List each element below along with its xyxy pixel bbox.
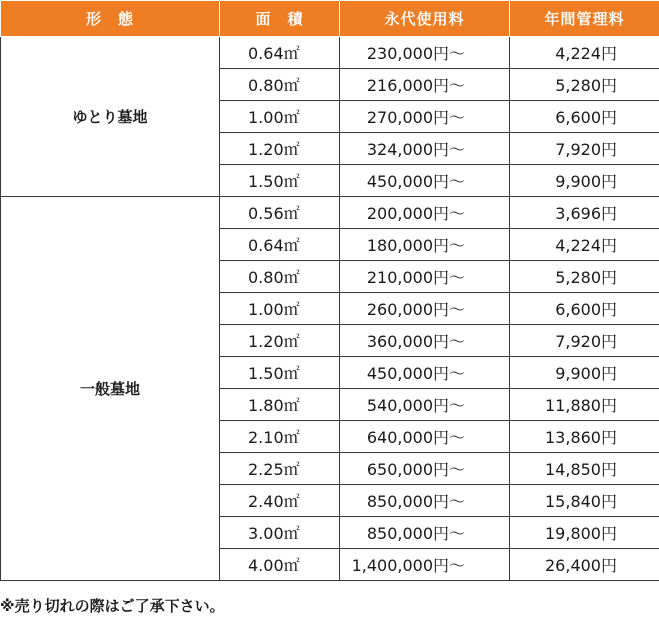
- area-cell: 2.10㎡: [220, 421, 340, 453]
- area-cell: 1.20㎡: [220, 133, 340, 165]
- mgmt-cell: 13,860円: [510, 421, 659, 453]
- fee-cell: 540,000円～: [340, 389, 510, 421]
- table-body: [1, 37, 659, 581]
- area-cell: 2.25㎡: [220, 453, 340, 485]
- fee-cell: 270,000円～: [340, 101, 510, 133]
- area-cell: 3.00㎡: [220, 517, 340, 549]
- mgmt-cell: 6,600円: [510, 293, 659, 325]
- fee-cell: 450,000円～: [340, 165, 510, 197]
- header-area: 面 積: [220, 1, 340, 37]
- table-row: [1, 37, 659, 69]
- mgmt-cell: 7,920円: [510, 133, 659, 165]
- mgmt-cell: 5,280円: [510, 69, 659, 101]
- sold-out-note: ※売り切れの際はご了承下さい。: [0, 597, 225, 615]
- fee-cell: 850,000円～: [340, 485, 510, 517]
- fee-cell: 216,000円～: [340, 69, 510, 101]
- mgmt-cell: 4,224円: [510, 229, 659, 261]
- area-cell: 0.64㎡: [220, 37, 340, 69]
- category-cell: ゆとり墓地: [1, 37, 220, 197]
- table-header-row: [1, 1, 659, 37]
- area-cell: 0.64㎡: [220, 229, 340, 261]
- mgmt-cell: 9,900円: [510, 357, 659, 389]
- area-cell: 1.50㎡: [220, 165, 340, 197]
- fee-cell: 450,000円～: [340, 357, 510, 389]
- mgmt-cell: 14,850円: [510, 453, 659, 485]
- mgmt-cell: 11,880円: [510, 389, 659, 421]
- fee-cell: 200,000円～: [340, 197, 510, 229]
- fee-cell: 210,000円～: [340, 261, 510, 293]
- area-cell: 0.80㎡: [220, 261, 340, 293]
- area-cell: 1.20㎡: [220, 325, 340, 357]
- mgmt-cell: 26,400円: [510, 549, 659, 581]
- mgmt-cell: 5,280円: [510, 261, 659, 293]
- mgmt-cell: 9,900円: [510, 165, 659, 197]
- header-type: 形 態: [1, 1, 220, 37]
- table-row: [1, 197, 659, 229]
- fee-cell: 180,000円～: [340, 229, 510, 261]
- fee-cell: 360,000円～: [340, 325, 510, 357]
- header-mgmt: 年間管理料: [510, 1, 659, 37]
- fee-cell: 260,000円～: [340, 293, 510, 325]
- area-cell: 1.00㎡: [220, 101, 340, 133]
- mgmt-cell: 6,600円: [510, 101, 659, 133]
- fee-cell: 640,000円～: [340, 421, 510, 453]
- area-cell: 2.40㎡: [220, 485, 340, 517]
- area-cell: 0.56㎡: [220, 197, 340, 229]
- fee-cell: 650,000円～: [340, 453, 510, 485]
- fee-cell: 324,000円～: [340, 133, 510, 165]
- header-fee: 永代使用料: [340, 1, 510, 37]
- fee-cell: 850,000円～: [340, 517, 510, 549]
- area-cell: 4.00㎡: [220, 549, 340, 581]
- fee-cell: 230,000円～: [340, 37, 510, 69]
- mgmt-cell: 15,840円: [510, 485, 659, 517]
- mgmt-cell: 19,800円: [510, 517, 659, 549]
- fee-cell: 1,400,000円～: [340, 549, 510, 581]
- category-cell: 一般墓地: [1, 197, 220, 581]
- area-cell: 0.80㎡: [220, 69, 340, 101]
- area-cell: 1.50㎡: [220, 357, 340, 389]
- mgmt-cell: 4,224円: [510, 37, 659, 69]
- mgmt-cell: 7,920円: [510, 325, 659, 357]
- mgmt-cell: 3,696円: [510, 197, 659, 229]
- area-cell: 1.00㎡: [220, 293, 340, 325]
- area-cell: 1.80㎡: [220, 389, 340, 421]
